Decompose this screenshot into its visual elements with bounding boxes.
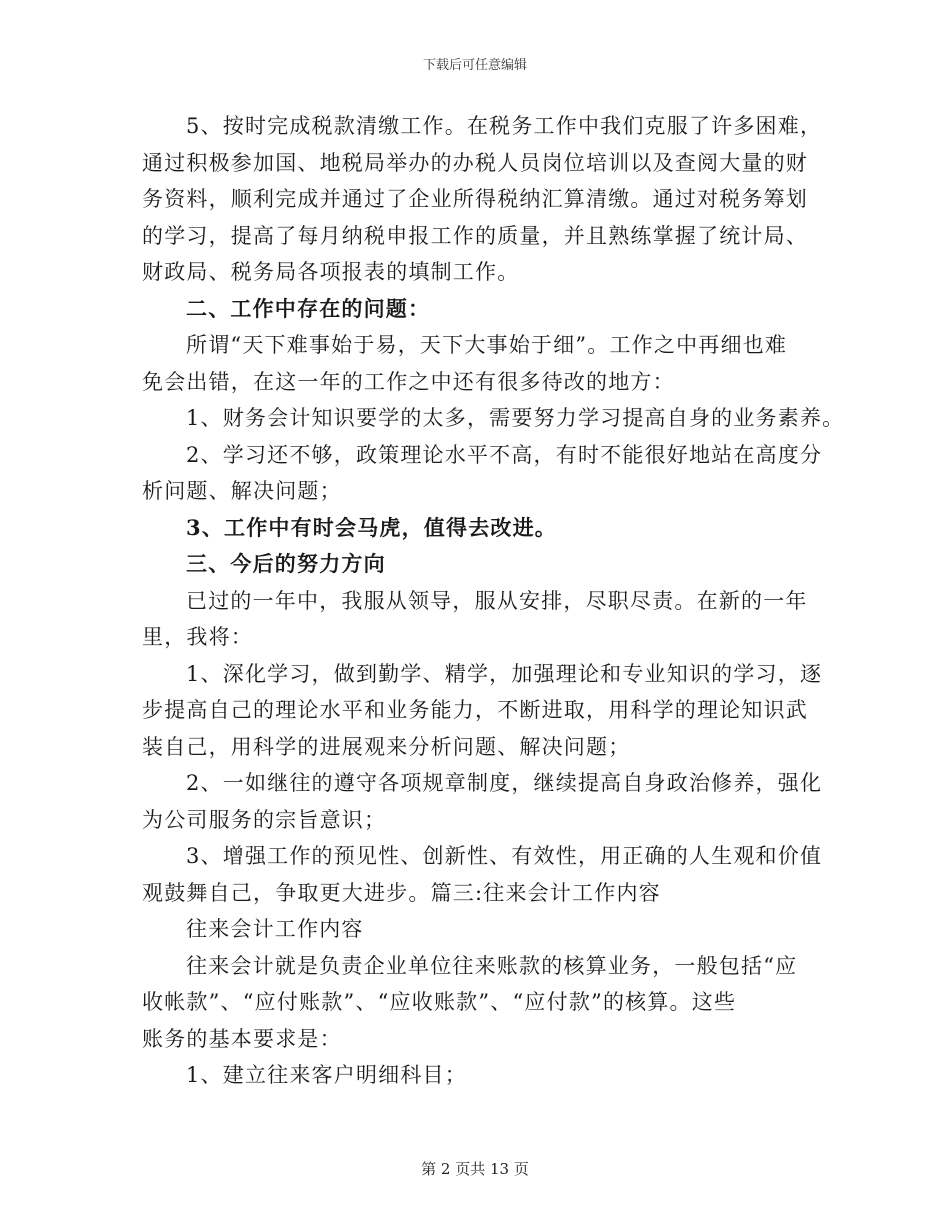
page-header: 下载后可任意编辑 [422,58,527,73]
paragraph-line: 务资料，顺利完成并通过了企业所得税纳汇算清缴。通过对税务筹划 [142,187,808,211]
paragraph-line: 装自己，用科学的进展观来分析问题、解决问题； [142,734,631,759]
paragraph-line: 5、按时完成税款清缴工作。在税务工作中我们克服了许多困难， [186,114,823,138]
paragraph-line: 里，我将： [142,625,253,649]
section-heading: 三、今后的努力方向 [186,551,386,576]
subsection-title: 往来会计工作内容 [186,917,364,941]
paragraph-line: 收帐款”、“应付账款”、“应收账款”、“应付款”的核算。这些 [142,990,737,1014]
paragraph-line: 步提高自己的理论水平和业务能力，不断进取，用科学的理论知识武 [142,698,808,722]
paragraph-line: 1、深化学习，做到勤学、精学，加强理论和专业知识的学习，逐 [186,661,823,686]
paragraph-line: 的学习，提高了每月纳税申报工作的质量，并且熟练掌握了统计局、 [142,223,808,248]
paragraph-line: 为公司服务的宗旨意识； [142,807,387,832]
paragraph-line: 已过的一年中，我服从领导，服从安排，尽职尽责。在新的一年 [186,588,808,613]
section-heading: 二、工作中存在的问题： [186,295,431,321]
paragraph-line: 免会出错，在这一年的工作之中还有很多待改的地方： [142,369,675,394]
paragraph-line: 1、建立往来客户明细科目； [186,1063,467,1087]
paragraph-line: 账务的基本要求是： [142,1026,342,1051]
paragraph-line: 财政局、税务局各项报表的填制工作。 [142,260,520,284]
paragraph-line: 观鼓舞自己，争取更大进步。篇三:往来会计工作内容 [142,880,661,905]
paragraph-line: 所谓“天下难事始于易，天下大事始于细”。工作之中再细也难 [186,333,788,357]
paragraph-line: 析问题、解决问题； [142,479,342,503]
paragraph-line: 2、一如继往的遵守各项规章制度，继续提高自身政治修养，强化 [186,771,823,795]
paragraph-line: 通过积极参加国、地税局举办的办税人员岗位培训以及查阅大量的财 [142,150,808,175]
page-footer: 第 2 页共 13 页 [421,1160,529,1178]
paragraph-line: 往来会计就是负责企业单位往来账款的核算业务，一般包括“应 [186,953,798,978]
paragraph-line: 1、财务会计知识要学的太多，需要努力学习提高自身的业务素养。 [186,406,845,430]
bold-paragraph-line: 3、工作中有时会马虎，值得去改进。 [186,514,558,540]
paragraph-line: 2、学习还不够，政策理论水平不高，有时不能很好地站在高度分 [186,442,823,467]
paragraph-line: 3、增强工作的预见性、创新性、有效性，用正确的人生观和价值 [186,844,823,868]
document-body [142,108,845,1094]
